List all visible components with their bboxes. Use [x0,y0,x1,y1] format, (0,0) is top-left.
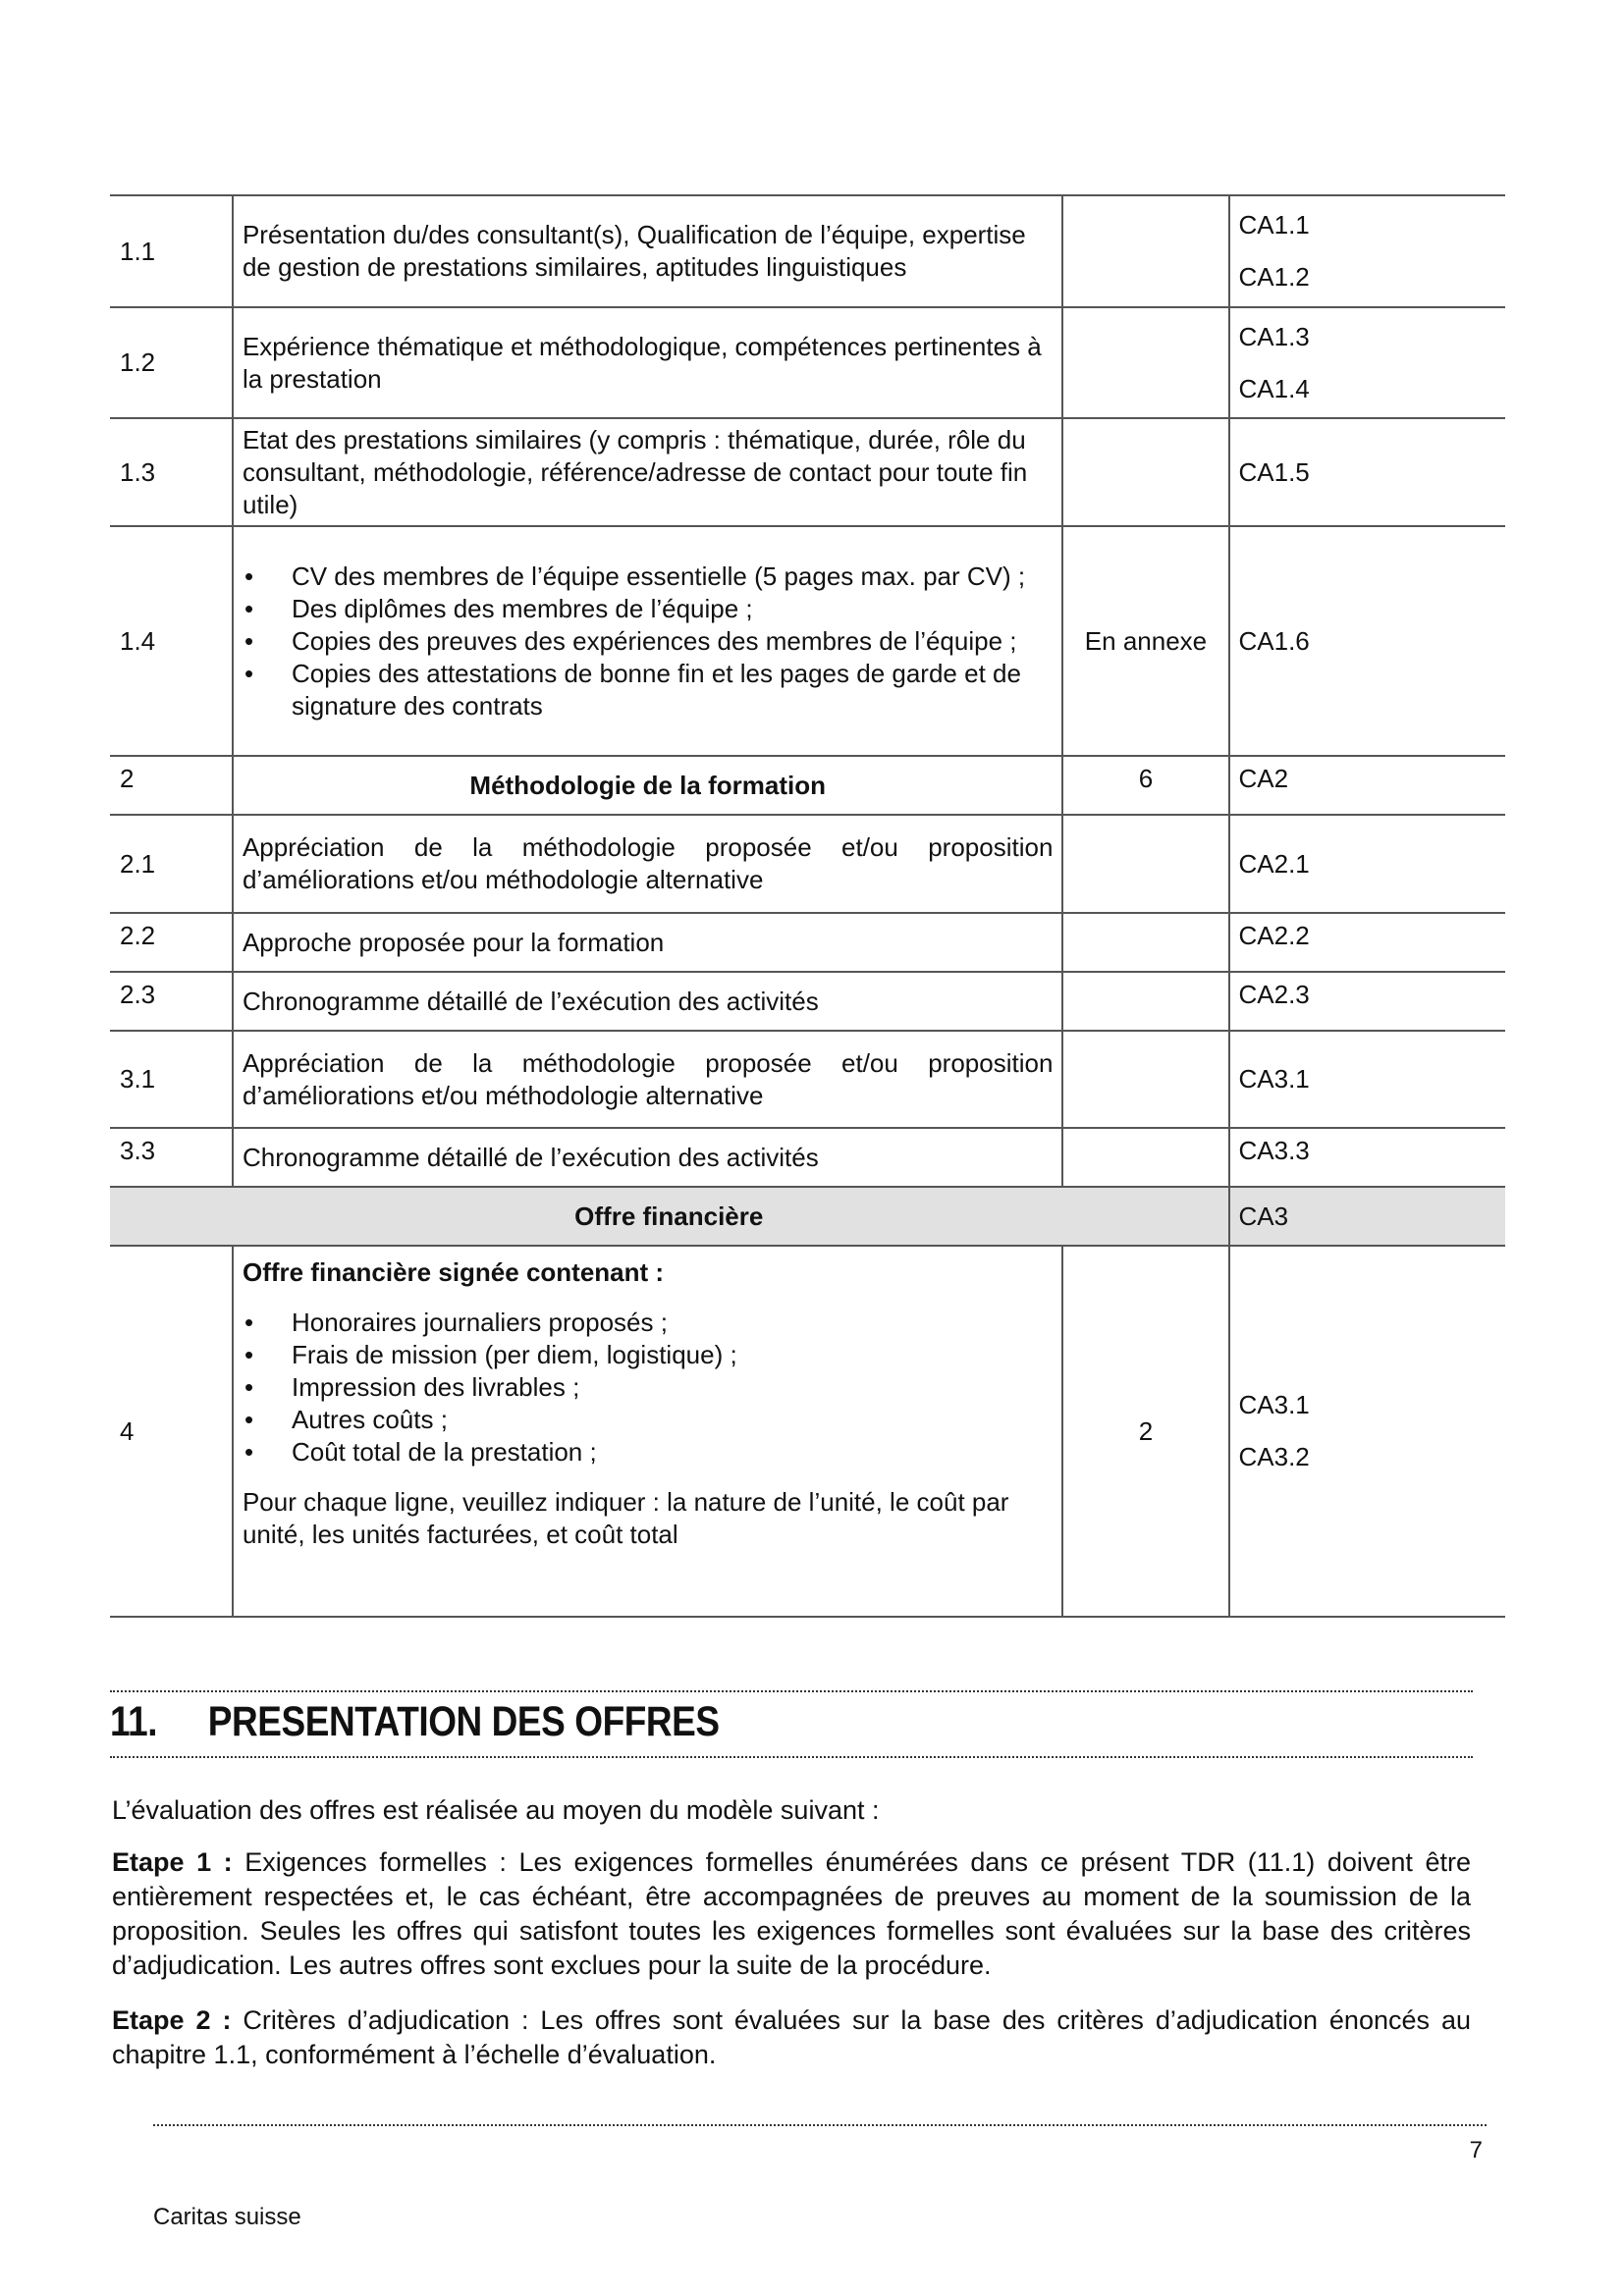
row-number: 4 [110,1246,233,1617]
row-points [1062,418,1228,526]
table-row [110,307,1505,418]
evaluation-criteria-table [110,194,1505,1618]
footer-organization: Caritas suisse [153,2204,301,2230]
reference-code: CA1.2 [1238,262,1310,292]
reference-code: CA2.1 [1238,848,1310,879]
reference-code: CA1.5 [1238,456,1310,487]
row-reference [1229,418,1506,526]
row-reference [1229,756,1506,815]
table-row [110,418,1505,526]
table-row [110,972,1505,1031]
reference-code: CA1.4 [1238,373,1310,403]
row-points: En annexe [1062,526,1228,756]
row-number: 1.3 [110,418,233,526]
section-header-label: Offre financière [110,1187,1229,1246]
section-number: 11. [110,1698,158,1745]
step-1-paragraph [112,1845,1471,1983]
table-section-header [110,1187,1505,1246]
financial-offer-note: Pour chaque ligne, veuillez indiquer : la nature de l’unité, le coût par unité, les unités facturées, et coût total [242,1487,1009,1549]
row-description: Chronogramme détaillé de l’exécution des activités [233,1128,1062,1187]
table-row [110,526,1505,756]
row-description: Etat des prestations similaires (y compris : thématique, durée, rôle du consultant, méthodologie, référence/adresse de contact pour toute fin utile) [233,418,1062,526]
list-item: • Copies des attestations de bonne fin et les pages de garde et de signature des contrats [243,658,1053,722]
row-description: Appréciation de la méthodologie proposée et/ou proposition d’améliorations et/ou méthodologie alternative [233,1031,1062,1128]
step-text: Critères d’adjudication : Les offres sont évaluées sur la base des critères d’adjudication énoncés au chapitre 1.1, conformément à l’échelle d’évaluation. [112,2005,1471,2069]
reference-code: CA1.1 [1238,210,1310,240]
list-item: • Autres coûts ; [243,1404,1053,1436]
financial-offer-heading: Offre financière signée contenant : [242,1257,665,1287]
row-reference [1229,1031,1506,1128]
row-number: 2.1 [110,815,233,913]
document-list [243,561,1053,722]
row-reference [1229,815,1506,913]
row-number: 3.1 [110,1031,233,1128]
reference-code: CA2.2 [1238,921,1310,950]
row-number: 1.2 [110,307,233,418]
row-points [1062,195,1228,307]
table-row [110,815,1505,913]
reference-code: CA3.1 [1238,1064,1310,1094]
row-number: 1.1 [110,195,233,307]
page-number: 7 [1469,2137,1483,2163]
section-divider-top [110,1690,1473,1692]
row-points: 2 [1062,1246,1228,1617]
row-description [233,1246,1062,1617]
row-description: Appréciation de la méthodologie proposée et/ou proposition d’améliorations et/ou méthodologie alternative [233,815,1062,913]
list-item: • Copies des preuves des expériences des membres de l’équipe ; [243,625,1053,658]
table-row [110,1128,1505,1187]
row-points [1062,972,1228,1031]
step-label: Etape 2 : [112,2005,232,2035]
row-points [1062,913,1228,972]
row-points: 6 [1062,756,1228,815]
row-number: 3.3 [110,1128,233,1187]
section-title: PRESENTATION DES OFFRES [207,1698,720,1745]
section-heading [110,1698,720,1746]
row-description: Chronogramme détaillé de l’exécution des activités [233,972,1062,1031]
row-points [1062,1128,1228,1187]
row-description: Expérience thématique et méthodologique, compétences pertinentes à la prestation [233,307,1062,418]
list-item: • Honoraires journaliers proposés ; [243,1307,1053,1339]
reference-code: CA3.2 [1238,1442,1310,1471]
list-item: • Impression des livrables ; [243,1371,1053,1404]
row-description: Méthodologie de la formation [233,756,1062,815]
row-points [1062,1031,1228,1128]
row-reference [1229,913,1506,972]
table-row [110,195,1505,307]
row-reference [1229,307,1506,418]
row-reference [1229,195,1506,307]
reference-code: CA2 [1238,764,1289,793]
reference-code: CA3 [1238,1201,1289,1231]
reference-code: CA1.6 [1238,625,1310,656]
reference-code: CA3.3 [1238,1136,1310,1165]
reference-code: CA3.1 [1238,1390,1310,1419]
step-label: Etape 1 : [112,1847,233,1877]
row-reference [1229,1128,1506,1187]
list-item: • Frais de mission (per diem, logistique) ; [243,1339,1053,1371]
step-text: Exigences formelles : Les exigences formelles énumérées dans ce présent TDR (11.1) doivent être entièrement respectées et, le cas échéant, être accompagnées de preuves au moment de la soumission de la proposition. Seules les offres qui satisfont toutes les exigences formelles sont évaluées sur la base des critères d’adjudication. Les autres offres sont exclues pour la suite de la procédure. [112,1847,1471,1980]
list-item: • Des diplômes des membres de l’équipe ; [243,593,1053,625]
row-number: 1.4 [110,526,233,756]
row-reference [1229,526,1506,756]
cost-item-list [243,1307,1053,1468]
row-description: Présentation du/des consultant(s), Qualification de l’équipe, expertise de gestion de prestations similaires, aptitudes linguistiques [233,195,1062,307]
table-row [110,913,1505,972]
list-item: • Coût total de la prestation ; [243,1436,1053,1468]
reference-code: CA2.3 [1238,980,1310,1009]
intro-paragraph: L’évaluation des offres est réalisée au moyen du modèle suivant : [112,1795,880,1825]
footer-divider [153,2124,1487,2126]
row-description: Approche proposée pour la formation [233,913,1062,972]
row-description [233,526,1062,756]
row-reference [1229,972,1506,1031]
section-divider-bottom [110,1756,1473,1758]
list-item: • CV des membres de l’équipe essentielle (5 pages max. par CV) ; [243,561,1053,593]
row-reference [1229,1246,1506,1617]
step-2-paragraph [112,2003,1471,2072]
table-row [110,1246,1505,1617]
row-points [1062,307,1228,418]
row-points [1062,815,1228,913]
table-row [110,756,1505,815]
reference-code: CA1.3 [1238,321,1310,351]
table-row [110,1031,1505,1128]
row-reference [1229,1187,1506,1246]
row-number: 2.2 [110,913,233,972]
row-number: 2.3 [110,972,233,1031]
row-number: 2 [110,756,233,815]
